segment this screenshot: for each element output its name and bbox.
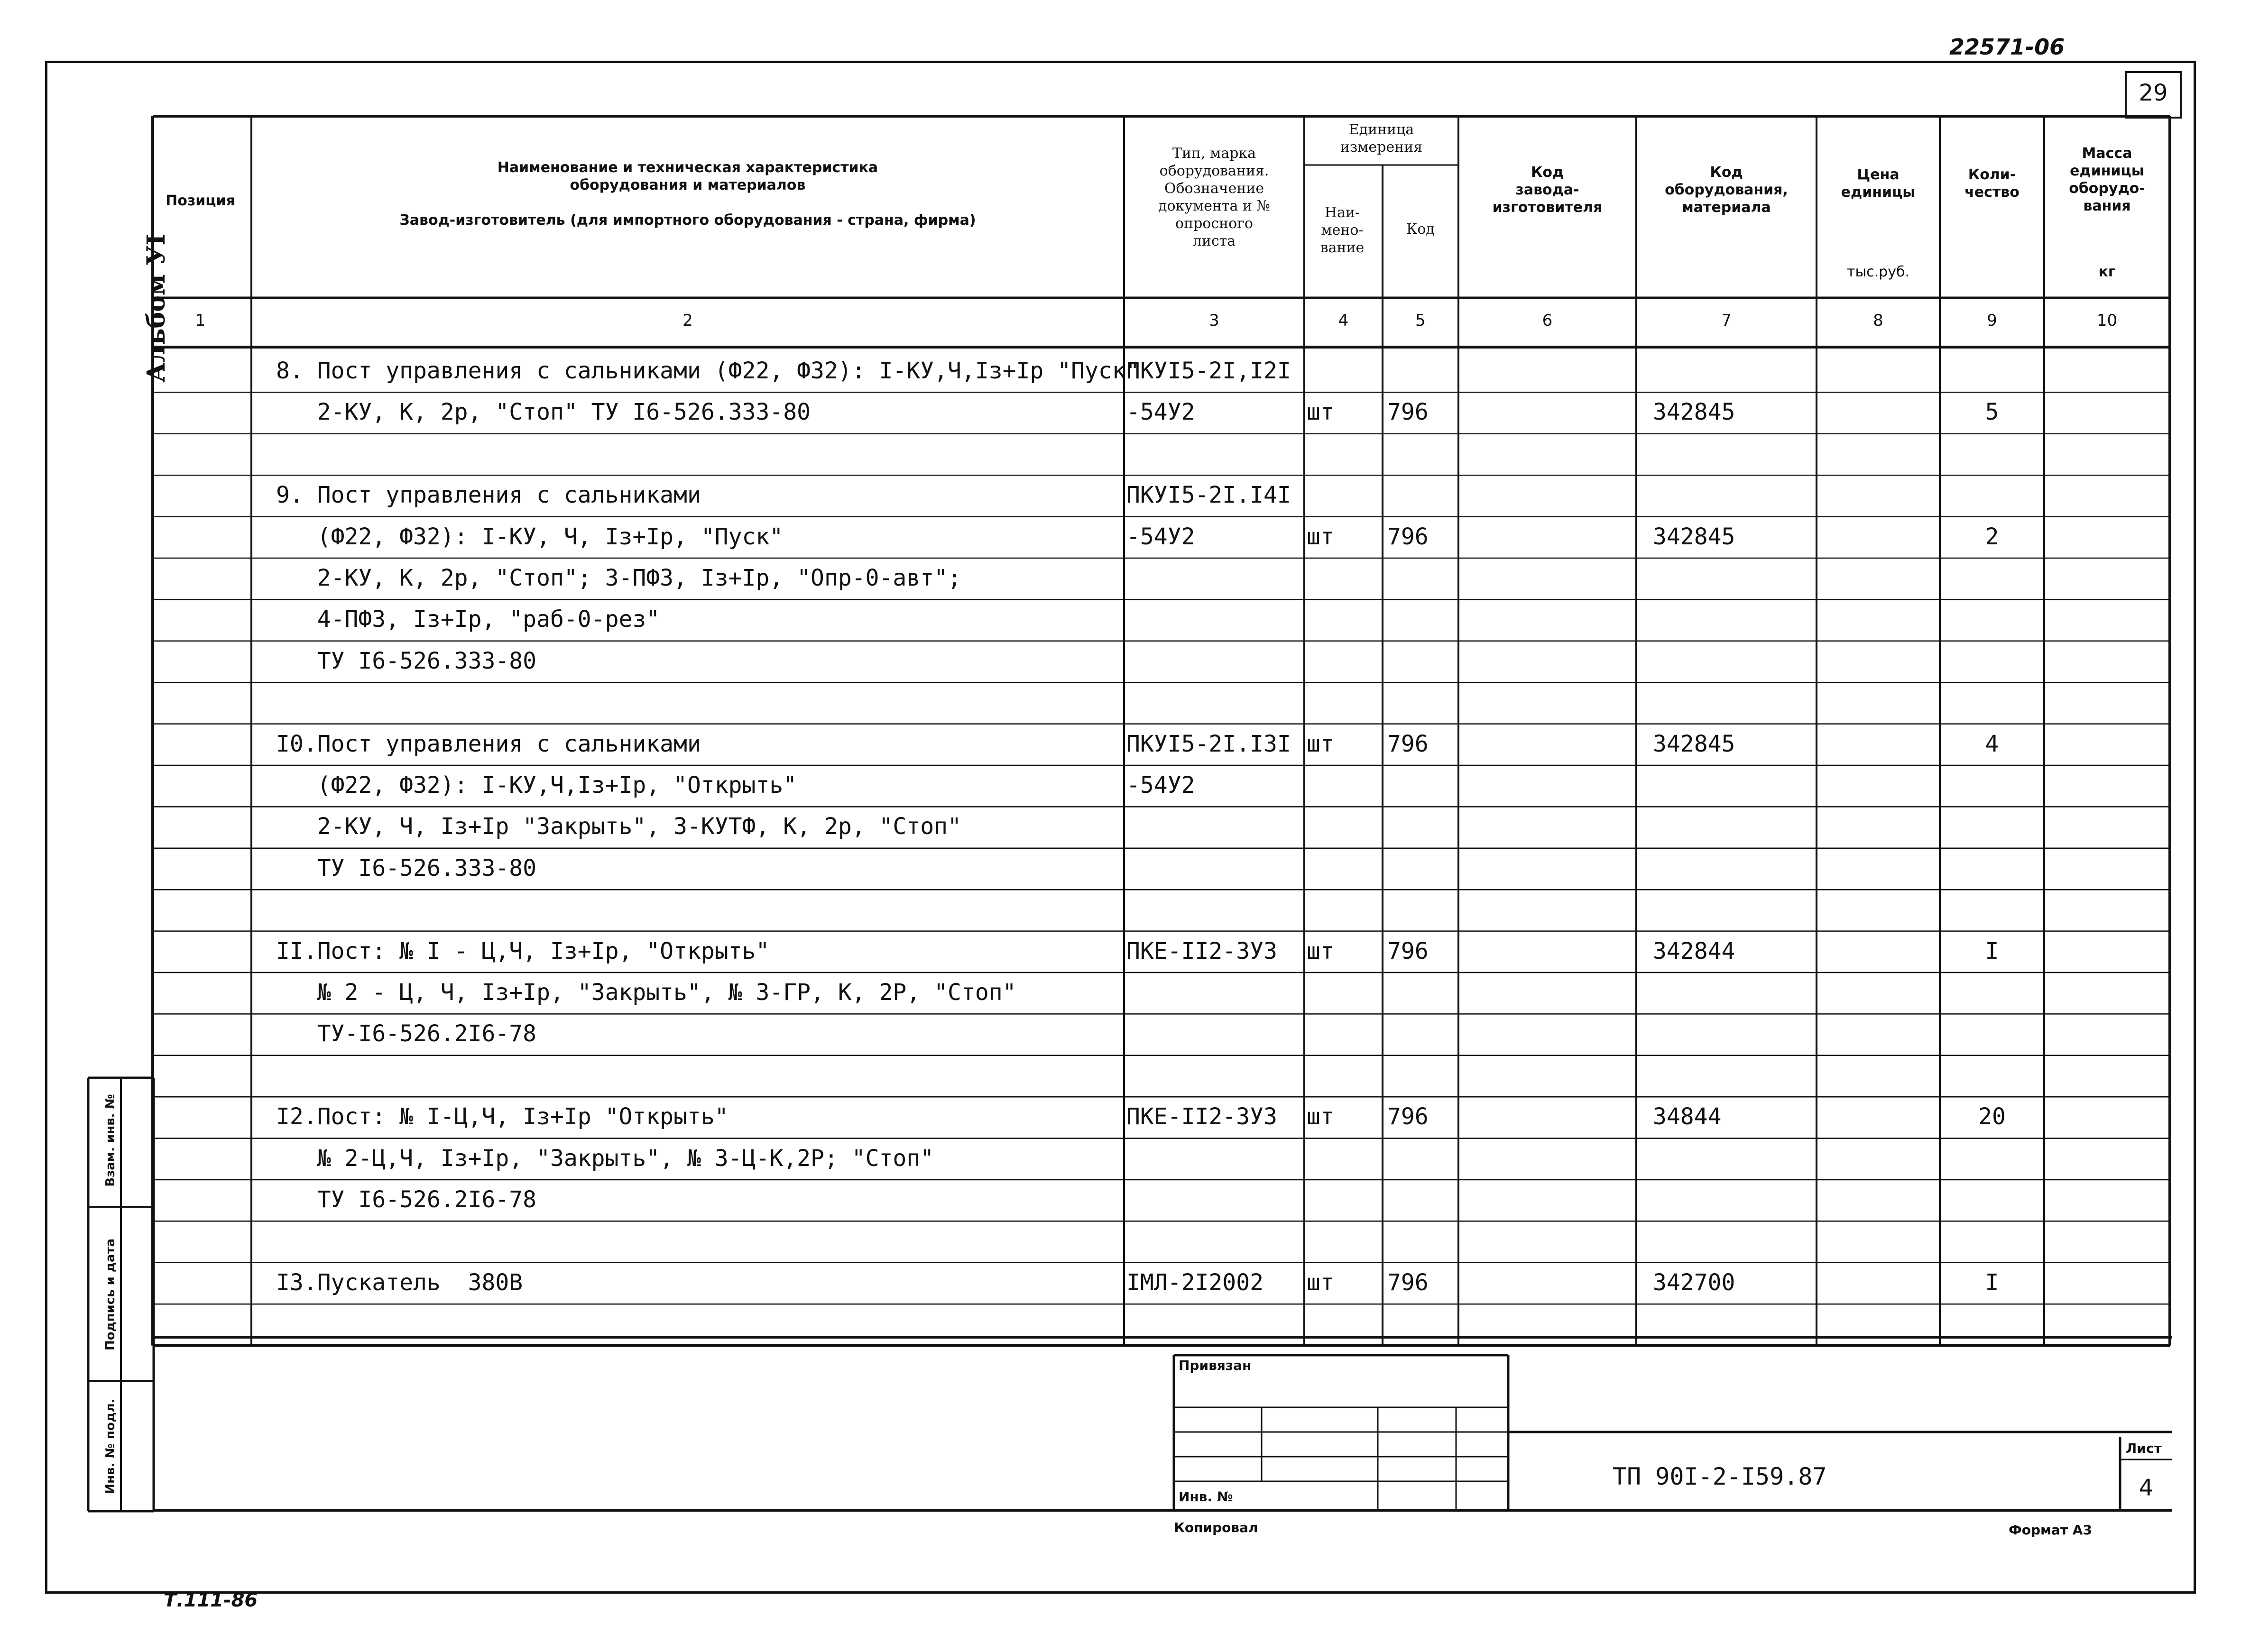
row-22-name: I3.Пускатель 380В xyxy=(276,1269,523,1296)
row-9-name: I0.Пост управления с сальниками xyxy=(276,730,701,757)
col-num-10: 10 xyxy=(2096,311,2118,330)
stamp-inv-no: Инв. № xyxy=(1179,1489,1233,1505)
col-num-9: 9 xyxy=(1987,311,1997,330)
sheet-number-corner: 29 xyxy=(2139,80,2168,106)
row-14-material-code: 342844 xyxy=(1653,937,1735,964)
header-unit-group: Единица измерения xyxy=(1340,121,1423,156)
row-22-code: 796 xyxy=(1387,1269,1429,1296)
row-19-name: № 2-Ц,Ч, Iз+Iр, "Закрыть", № 3-Ц-К,2Р; "Стоп" xyxy=(276,1145,934,1172)
row-14-name: II.Пост: № I - Ц,Ч, Iз+Iр, "Открыть" xyxy=(276,937,770,964)
row-1-quantity: 5 xyxy=(1985,399,1999,426)
row-14-type: ПКЕ-II2-3У3 xyxy=(1126,937,1277,964)
header-name: Наименование и техническая характеристика оборудования и материалов Завод-изготовитель (для импортного оборудования - страна, фирма) xyxy=(399,159,976,229)
row-18-quantity: 20 xyxy=(1978,1103,2006,1130)
side-stamp-vzam: Взам. инв. № xyxy=(103,1094,118,1187)
row-3-name: 9. Пост управления с сальниками xyxy=(276,482,701,509)
row-22-type: IМЛ-2I2002 xyxy=(1126,1269,1263,1296)
header-quantity: Коли- чество xyxy=(1964,166,2020,201)
row-7-name: ТУ I6-526.333-80 xyxy=(276,647,537,674)
row-4-type: -54У2 xyxy=(1126,523,1195,550)
row-5-name: 2-КУ, К, 2р, "Стоп"; 3-ПФЗ, Iз+Iр, "Опр-0-авт"; xyxy=(276,565,961,591)
row-20-name: ТУ I6-526.2I6-78 xyxy=(276,1186,537,1213)
bottom-code: Т.111-86 xyxy=(164,1589,258,1611)
header-mass-unit: кг xyxy=(2098,264,2116,280)
row-22-quantity: I xyxy=(1985,1269,1999,1296)
row-9-quantity: 4 xyxy=(1985,730,1999,757)
stamp-kopiroval: Копировал xyxy=(1174,1520,1258,1535)
stamp-privyazan: Привязан xyxy=(1179,1358,1252,1373)
col-num-4: 4 xyxy=(1338,311,1349,330)
header-material-code: Код оборудования, материала xyxy=(1665,164,1788,216)
col-num-1: 1 xyxy=(195,311,206,330)
col-num-5: 5 xyxy=(1415,311,1426,330)
row-18-name: I2.Пост: № I-Ц,Ч, Iз+Iр "Открыть" xyxy=(276,1103,729,1130)
header-mass: Масса единицы оборудо- вания xyxy=(2069,145,2145,214)
header-price-unit: тыс.руб. xyxy=(1846,264,1910,280)
header-type: Тип, марка оборудования. Обозначение документа и № опросного листа xyxy=(1158,145,1270,249)
row-1-material-code: 342845 xyxy=(1653,399,1735,426)
row-15-name: № 2 - Ц, Ч, Iз+Iр, "Закрыть", № 3-ГР, К, 2Р, "Стоп" xyxy=(276,979,1016,1006)
album-label: Альбом УI xyxy=(142,234,171,383)
col-num-8: 8 xyxy=(1873,311,1883,330)
row-18-material-code: 34844 xyxy=(1653,1103,1722,1130)
row-3-type: ПКУI5-2I.I4I xyxy=(1126,482,1291,509)
row-16-name: ТУ-I6-526.2I6-78 xyxy=(276,1020,537,1047)
stamp-format: Формат А3 xyxy=(2009,1522,2092,1538)
row-22-material-code: 342700 xyxy=(1653,1269,1735,1296)
header-price: Цена единицы xyxy=(1841,166,1916,201)
row-4-unit: шт xyxy=(1307,523,1334,550)
row-4-name: (Ф22, Ф32): I-КУ, Ч, Iз+Iр, "Пуск" xyxy=(276,523,784,550)
row-9-unit: шт xyxy=(1307,730,1334,757)
row-9-type: ПКУI5-2I.I3I xyxy=(1126,730,1291,757)
row-1-code: 796 xyxy=(1387,399,1429,426)
row-14-quantity: I xyxy=(1985,937,1999,964)
row-9-code: 796 xyxy=(1387,730,1429,757)
row-18-type: ПКЕ-II2-3У3 xyxy=(1126,1103,1277,1130)
row-14-code: 796 xyxy=(1387,937,1429,964)
col-num-6: 6 xyxy=(1542,311,1553,330)
col-num-7: 7 xyxy=(1721,311,1732,330)
side-stamp-podpis: Подпись и дата xyxy=(103,1238,118,1351)
row-9-material-code: 342845 xyxy=(1653,730,1735,757)
stamp-sheet-label: Лист xyxy=(2126,1441,2162,1456)
row-4-code: 796 xyxy=(1387,523,1429,550)
header-unit-name: Наи- мено- вание xyxy=(1320,204,1365,256)
row-1-type: -54У2 xyxy=(1126,399,1195,426)
row-0-name: 8. Пост управления с сальниками (Ф22, Ф32): I-КУ,Ч,Iз+Iр "Пуск" xyxy=(276,358,1140,384)
row-6-name: 4-ПФЗ, Iз+Iр, "раб-0-рез" xyxy=(276,606,660,633)
row-12-name: ТУ I6-526.333-80 xyxy=(276,854,537,881)
row-1-unit: шт xyxy=(1307,399,1334,426)
row-10-type: -54У2 xyxy=(1126,772,1195,798)
side-stamp-inv: Инв. № подл. xyxy=(103,1398,118,1494)
row-22-unit: шт xyxy=(1307,1269,1334,1296)
col-num-2: 2 xyxy=(682,311,693,330)
row-18-code: 796 xyxy=(1387,1103,1429,1130)
header-factory-code: Код завода- изготовителя xyxy=(1492,164,1603,216)
row-10-name: (Ф22, Ф32): I-КУ,Ч,Iз+Iр, "Открыть" xyxy=(276,772,797,798)
row-18-unit: шт xyxy=(1307,1103,1334,1130)
header-unit-code: Код xyxy=(1406,221,1435,238)
col-num-3: 3 xyxy=(1209,311,1219,330)
doc-number-top: 22571-06 xyxy=(1949,34,2065,60)
row-4-quantity: 2 xyxy=(1985,523,1999,550)
row-14-unit: шт xyxy=(1307,937,1334,964)
stamp-sheet-value: 4 xyxy=(2139,1475,2154,1501)
stamp-doc-code: ТП 90I-2-I59.87 xyxy=(1613,1463,1827,1490)
row-0-type: ПКУI5-2I,I2I xyxy=(1126,358,1291,384)
header-position: Позиция xyxy=(166,193,235,209)
row-11-name: 2-КУ, Ч, Iз+Iр "Закрыть", 3-КУТФ, К, 2р, "Стоп" xyxy=(276,813,961,840)
row-4-material-code: 342845 xyxy=(1653,523,1735,550)
row-1-name: 2-КУ, К, 2р, "Стоп" ТУ I6-526.333-80 xyxy=(276,399,811,426)
